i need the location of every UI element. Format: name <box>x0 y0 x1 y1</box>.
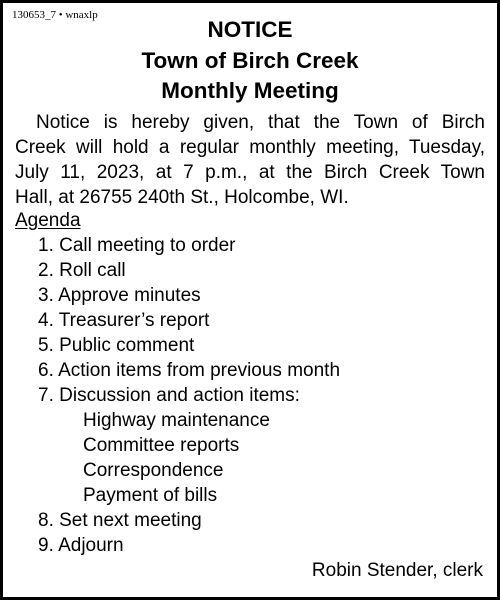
agenda-item: 3. Approve minutes <box>38 285 201 306</box>
agenda-item: 5. Public comment <box>38 335 195 356</box>
notice-body-line-3: July 11, 2023, at 7 p.m., at the Birch Creek Town <box>15 162 485 183</box>
agenda-heading: Agenda <box>15 210 81 231</box>
ad-slug: 130653_7 • wnaxlp <box>12 9 98 21</box>
town-name: Town of Birch Creek <box>141 48 359 73</box>
notice-title: NOTICE <box>207 17 293 42</box>
agenda-subitem: Payment of bills <box>83 485 218 506</box>
agenda-item: 8. Set next meeting <box>38 510 202 531</box>
clerk-signature: Robin Stender, clerk <box>311 560 483 581</box>
agenda-item: 7. Discussion and action items: <box>38 385 300 406</box>
agenda-subitem: Highway maintenance <box>83 410 270 431</box>
meeting-type: Monthly Meeting <box>161 78 339 103</box>
agenda-item: 4. Treasurer’s report <box>38 310 210 331</box>
agenda-item: 9. Adjourn <box>38 535 124 556</box>
agenda-item: 1. Call meeting to order <box>38 235 236 256</box>
agenda-item: 2. Roll call <box>38 260 126 281</box>
notice-body-line-2: Creek will hold a regular monthly meeting, Tuesday, <box>15 137 485 158</box>
notice-body-line-4: Hall, at 26755 240th St., Holcombe, WI. <box>15 187 349 208</box>
agenda-subitem: Correspondence <box>83 460 224 481</box>
notice-body-line-1-text: Notice is hereby given, that the Town of Birch <box>36 112 485 133</box>
agenda-item: 6. Action items from previous month <box>38 360 341 381</box>
agenda-subitem: Committee reports <box>83 435 240 456</box>
notice-body-line-1 <box>15 110 485 135</box>
